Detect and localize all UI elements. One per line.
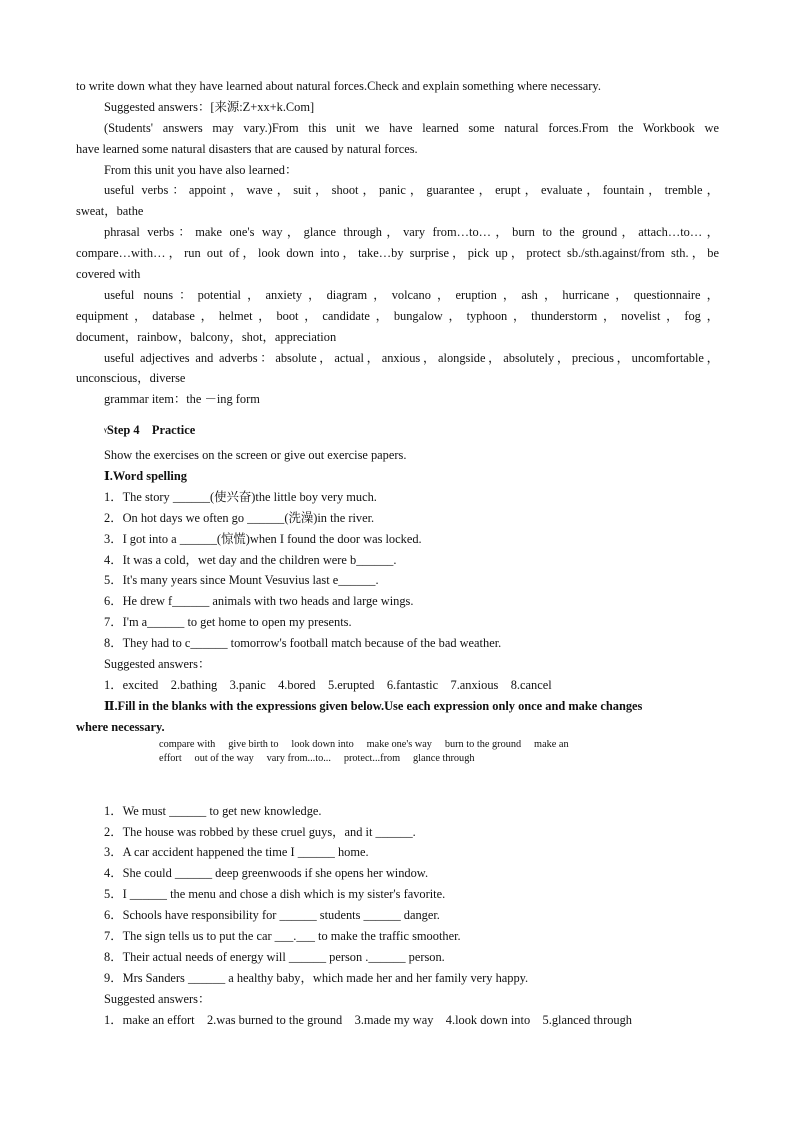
useful-nouns-line: document，rainbow，balcony，shot，appreciation — [76, 329, 337, 344]
exercise-item: 1．The story ______(使兴奋)the little boy very much. — [104, 489, 377, 504]
exercise-item: 7．I'm a______ to get home to open my presents. — [104, 615, 352, 630]
exercise-item: 2．On hot days we often go ______(洗澡)in the river. — [104, 510, 375, 525]
phrasal-verbs-line: phrasal verbs：make one's way，glance through，vary from…to…，burn to the ground，attach…to…， — [104, 225, 719, 240]
exercise-item: 6．He drew f______ animals with two heads and large wings. — [104, 594, 414, 609]
exercise-item: 5．I ______ the menu and chose a dish which is my sister's favorite. — [104, 887, 446, 902]
expression-list: compare with give birth to look down into make one's way burn to the ground make an — [159, 738, 569, 750]
useful-verbs-line: useful verbs：appoint，wave，suit，shoot，panic，guarantee，erupt，evaluate，fountain，tremble， — [104, 183, 719, 198]
exercise-item: 3．A car accident happened the time I ______ home. — [104, 845, 369, 860]
exercise-item: 1．We must ______ to get new knowledge. — [104, 803, 322, 818]
step-4-title: Step 4 Practice — [106, 423, 196, 438]
useful-verbs-line: sweat，bathe — [76, 204, 144, 219]
exercise-item: 9．Mrs Sanders ______ a healthy baby，which made her and her family very happy. — [104, 970, 529, 985]
exercise-item: 2．The house was robbed by these cruel guys，and it ______. — [104, 824, 416, 839]
instructions-line: Show the exercises on the screen or give out exercise papers. — [104, 448, 407, 463]
phrasal-verbs-line: covered with — [76, 267, 141, 282]
suggested-answers-label: Suggested answers：[来源:Z+xx+k.Com] — [104, 99, 315, 114]
suggested-answers-label: Suggested answers： — [104, 657, 211, 672]
answers-line: 1．make an effort 2.was burned to the ground 3.made my way 4.look down into 5.glanced through — [104, 1012, 632, 1027]
exercise-item: 7．The sign tells us to put the car ___.___ to make the traffic smoother. — [104, 928, 461, 943]
useful-nouns-line: useful nouns：potential，anxiety，diagram，volcano，eruption，ash，hurricane，questionnaire， — [104, 287, 719, 302]
suggested-answers-label: Suggested answers： — [104, 991, 211, 1006]
spacer — [76, 767, 719, 801]
students-answers-line: have learned some natural disasters that are caused by natural forces. — [76, 141, 418, 156]
part-2-title: Ⅱ.Fill in the blanks with the expressions given below.Use each expression only once and make changes — [104, 698, 643, 713]
expression-list: effort out of the way vary from...to... protect...from glance through — [159, 753, 475, 765]
answers-line: 1．excited 2.bathing 3.panic 4.bored 5.erupted 6.fantastic 7.anxious 8.cancel — [104, 677, 552, 692]
grammar-item-line: grammar item：the －ing form — [104, 392, 260, 407]
phrasal-verbs-line: compare…with…，run out of，look down into，take…by surprise，pick up，protect sb./sth.against/from sth.，be — [76, 246, 719, 261]
exercise-item: 8．They had to c______ tomorrow's football match because of the bad weather. — [104, 636, 502, 651]
step-4-heading — [76, 420, 719, 441]
exercise-item: 4．She could ______ deep greenwoods if she opens her window. — [104, 866, 429, 881]
document-page — [76, 76, 719, 1030]
exercise-item: 5．It's many years since Mount Vesuvius last e______. — [104, 573, 379, 588]
also-learned-line: From this unit you have also learned： — [104, 162, 298, 177]
step-marker-icon: ᵞ — [104, 426, 107, 438]
exercise-item: 8．Their actual needs of energy will ______ person .______ person. — [104, 949, 445, 964]
useful-adjectives-line: unconscious，diverse — [76, 371, 186, 386]
intro-line: to write down what they have learned about natural forces.Check and explain something where necessary. — [76, 79, 601, 93]
students-answers-line: (Students' answers may vary.)From this unit we have learned some natural forces.From the Workbook we — [104, 120, 719, 135]
part-1-title: Ⅰ.Word spelling — [104, 469, 187, 484]
useful-nouns-line: equipment，database，helmet，boot，candidate，bungalow，typhoon，thunderstorm，novelist，fog， — [76, 308, 719, 323]
exercise-item: 6．Schools have responsibility for ______ students ______ danger. — [104, 908, 440, 923]
useful-adjectives-line: useful adjectives and adverbs：absolute，actual，anxious，alongside，absolutely，precious，uncomfortable， — [104, 350, 719, 365]
exercise-item: 3．I got into a ______(惊慌)when I found the door was locked. — [104, 531, 422, 546]
exercise-item: 4．It was a cold，wet day and the children were b______. — [104, 552, 397, 567]
part-2-title: where necessary. — [76, 719, 165, 734]
